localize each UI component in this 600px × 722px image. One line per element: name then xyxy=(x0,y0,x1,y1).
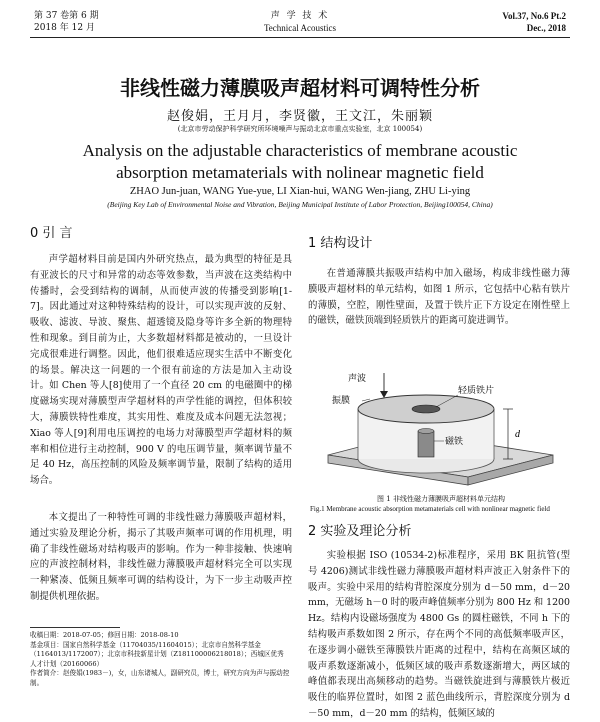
title-en-line2: absorption metamaterials with nolinear magnetic field xyxy=(116,163,484,182)
volume-en: Vol.37, No.6 Pt.2 xyxy=(502,11,566,21)
journal-zh: 声 学 技 术 xyxy=(270,11,330,21)
title-zh: 非线性磁力薄膜吸声超材料可调特性分析 xyxy=(120,76,480,100)
intro-paragraph-2: 本文提出了一种特性可调的非线性磁力薄膜吸声超材料，通过实验及理论分析，揭示了其吸声频率可调的作用机理，明确了非线性磁场对结构吸声的影响。作为一种非接触、快速响应的声波控制材料，非线性磁力薄膜吸声超材料完全可以实现一种紧凑、低频且频率可调的结构设计，为下一步主动吸声控制提供机理依据。 xyxy=(30,512,292,602)
running-header-right xyxy=(502,10,566,34)
footnote-rule xyxy=(30,627,120,628)
experiment-paragraph-1: 实验根据 ISO (10534-2)标准程序，采用 BK 阻抗管(型号 4206)测试非线性磁力薄膜吸声超材料声波正入射条件下的吸声。实验中采用的结构背腔深度分别为 d－50 mm，d－20 mm，无磁场 h－0 时的吸声峰值频率分别为 800 Hz 和 1200 Hz。结构内设磁场强度为 4800 Gs 的圆柱磁铁，不同 h 下的结构吸声系数如图 2 所示，存在两个不同的高低频率吸声区，在逐步调小磁铁至薄膜铁片距离的过程中，结构在高频区域的吸声系数逐渐减小，低频区域的吸声系数逐渐增大，两区域的峰值都表现出高频移动的趋势。当磁铁旋进到与薄膜铁片极近吸住的临界位置时，如图 2 蓝色曲线所示，背腔深度分别为 d－50 mm，d－20 mm 的结构，低频区域的 xyxy=(308,550,570,719)
caption-en: Fig.1 Membrane acoustic absorption metamaterials cell with nonlinear magnetic field xyxy=(310,504,550,513)
section-heading-experiment: 2 实验及理论分析 xyxy=(308,524,412,539)
authors-zh: 赵俊娟，王月月，李贤徽，王文江，朱丽颖 xyxy=(166,109,433,124)
caption-zh: 图 1 非线性磁力薄膜吸声超材料单元结构 xyxy=(377,495,505,503)
header-rule xyxy=(30,37,570,38)
structure-paragraph-1: 在普通薄膜共振吸声结构中加入磁场，构成非线性磁力薄膜吸声超材料的单元结构，如图 1 所示，它包括中心粘有铁片的薄膜，空腔，刚性壁面，及置于铁片正下方设定在刚性壁上的磁铁，磁铁顶端到轻质铁片的距离可旋进调节。 xyxy=(308,268,570,327)
footnote: 收稿日期：2018-07-05；修回日期：2018-08-10 基金项目：国家自然科学基金（11704035/11604015）；北京市自然科学基金（1164013/1172007）；北京市科技新星计划（Z181100006218018）；西城区优秀人才计划（20160066） 作者简介：赵俊娟(1983－)，女，山东诸城人，副研究员，博士，研究方向为声与振动控制。 xyxy=(30,631,290,687)
membrane-leader xyxy=(362,399,370,401)
section-heading-structure-design: 1 结构设计 xyxy=(308,236,373,251)
iron-sheet xyxy=(412,405,440,413)
intro-paragraph-1: 声学超材料目前是国内外研究热点，最为典型的特征是具有亚波长的尺寸和异常的动态等效参数，当声波在这类结构中传播时，会受到结构的调制，从而使声波的传播受到影响[1-7]。因此通过对这种特殊结构的设计，可以实现声波的反射、吸收、滤波、导波、聚焦、超透镜及隐身等许多全新的物理特性和现象。到目前为止，大多数超材料都是被动的，一旦设计完成很难进行调整。因此，他们很难适应现实生活中不断变化的场景。解决这一问题的一个很有前途的方法是加入主动设计。如 Chen 等人[8]使用了一个直径 20 cm 的电磁圈中的梯度磁场实现对薄膜型声学超材料的声学性能的调控，但体积较大，薄膜铁特性难度，其实用性、难度及成本问题无法忽视；Xiao 等人[9]利用电压调控的电场力对薄膜型声学超材料的频率和相位进行主动控制，900 V 的电压调节量，频率调节量不足 40 Hz，高压控制的风险及频率调节量，限制了结构的适用场合。 xyxy=(30,254,292,487)
volume-zh: 第 37 卷第 6 期 xyxy=(34,11,99,21)
figure-1-caption xyxy=(310,495,572,514)
affiliation-en: (Beijing Key Lab of Environmental Noise and Vibration, Beijing Municipal Institute of Labor Protection, Beijing100054, China) xyxy=(107,200,493,209)
label-depth: d xyxy=(515,429,520,440)
affiliation-zh: (北京市劳动保护科学研究所环境噪声与振动北京市重点实验室，北京 100054) xyxy=(177,125,423,133)
journal-en: Technical Acoustics xyxy=(263,23,337,33)
label-sound-wave: 声波 xyxy=(348,374,367,384)
section-heading-introduction: 0 引 言 xyxy=(30,226,73,241)
label-membrane: 振膜 xyxy=(332,396,351,406)
authors-en: ZHAO Jun-juan, WANG Yue-yue, LI Xian-hui, WANG Wen-jiang, ZHU Li-ying xyxy=(129,186,471,197)
date-zh: 2018 年 12 月 xyxy=(34,23,95,33)
label-magnet: 磁铁 xyxy=(445,437,464,447)
label-iron-sheet: 轻质铁片 xyxy=(458,386,495,396)
title-en-line1: Analysis on the adjustable characteristics of membrane acoustic xyxy=(82,141,518,160)
magnet xyxy=(418,431,434,457)
date-en: Dec., 2018 xyxy=(526,23,566,33)
figure-1-diagram xyxy=(308,367,570,489)
title-en xyxy=(30,140,570,184)
